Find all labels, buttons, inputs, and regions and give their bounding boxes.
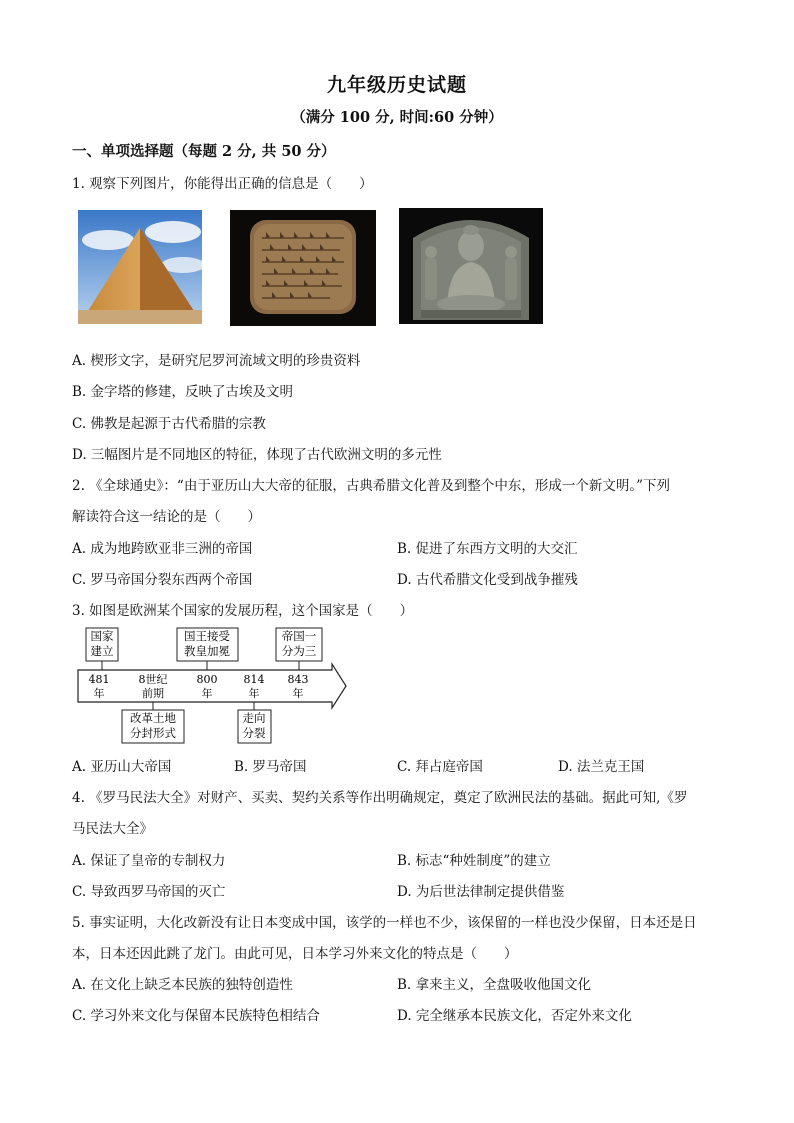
q3-option-a: A. 亚历山大帝国 bbox=[72, 759, 172, 775]
clay-tablet-image bbox=[230, 210, 376, 326]
q3-stem: 3. 如图是欧洲某个国家的发展历程，这个国家是（ ） bbox=[72, 603, 414, 619]
q4-option-a: A. 保证了皇帝的专制权力 bbox=[72, 853, 226, 869]
q4-option-b: B. 标志“种姓制度”的建立 bbox=[397, 853, 551, 869]
timeline-top-1-line2: 建立 bbox=[90, 644, 114, 658]
timeline-bottom-1-line2: 分封形式 bbox=[130, 726, 176, 740]
timeline-year-4: 814 bbox=[243, 673, 265, 686]
q2-option-d: D. 古代希腊文化受到战争摧残 bbox=[397, 572, 578, 588]
q1-option-d: D. 三幅图片是不同地区的特征，体现了古代欧洲文明的多元性 bbox=[72, 447, 442, 463]
timeline-year-1: 481 bbox=[88, 673, 110, 686]
timeline-top-1-line1: 国家 bbox=[90, 629, 114, 643]
q4-option-c: C. 导致西罗马帝国的灭亡 bbox=[72, 884, 226, 900]
timeline-year-5-unit: 年 bbox=[292, 687, 304, 700]
timeline-year-1-unit: 年 bbox=[93, 687, 105, 700]
timeline-arrow bbox=[78, 664, 346, 708]
timeline-year-5: 843 bbox=[287, 673, 309, 686]
q5-stem-line1: 5. 事实证明，大化改新没有让日本变成中国，该学的一样也不少，该保留的一样也没少保留，日本还是日 bbox=[72, 915, 697, 931]
page-subtitle: （满分 100 分, 时间:60 分钟） bbox=[291, 109, 503, 126]
q5-option-d: D. 完全继承本民族文化，否定外来文化 bbox=[397, 1008, 632, 1024]
q2-stem-line2: 解读符合这一结论的是（ ） bbox=[72, 509, 261, 525]
timeline-top-2-line2: 教皇加冕 bbox=[184, 644, 230, 658]
q1-option-b: B. 金字塔的修建，反映了古埃及文明 bbox=[72, 384, 294, 400]
q2-option-c: C. 罗马帝国分裂东西两个帝国 bbox=[72, 572, 253, 588]
q3-option-d: D. 法兰克王国 bbox=[558, 759, 645, 775]
timeline-year-2: 8世纪 bbox=[138, 673, 168, 686]
timeline-bottom-2-line2: 分裂 bbox=[242, 726, 266, 740]
timeline-year-2-unit: 前期 bbox=[142, 687, 164, 700]
q2-option-b: B. 促进了东西方文明的大交汇 bbox=[397, 541, 578, 557]
q4-stem-line1: 4. 《罗马民法大全》对财产、买卖、契约关系等作出明确规定，奠定了欧洲民法的基础。据此可知,《罗 bbox=[72, 790, 688, 806]
page-title: 九年级历史试题 bbox=[326, 74, 467, 96]
q1-option-c: C. 佛教是起源于古代希腊的宗教 bbox=[72, 416, 266, 432]
buddha-relief-image bbox=[399, 208, 543, 324]
timeline-diagram bbox=[76, 626, 352, 746]
timeline-top-2-line1: 国王接受 bbox=[184, 629, 230, 643]
q4-option-d: D. 为后世法律制定提供借鉴 bbox=[397, 884, 565, 900]
q5-option-b: B. 拿来主义，全盘吸收他国文化 bbox=[397, 977, 592, 993]
section-heading: 一、单项选择题（每题 2 分, 共 50 分） bbox=[72, 143, 336, 160]
timeline-bottom-2-line1: 走向 bbox=[242, 711, 266, 725]
q5-option-c: C. 学习外来文化与保留本民族特色相结合 bbox=[72, 1008, 320, 1024]
q4-stem-line2: 马民法大全》 bbox=[72, 821, 153, 837]
timeline-year-3: 800 bbox=[196, 673, 218, 686]
q2-stem-line1: 2. 《全球通史》：“由于亚历山大大帝的征服，古典希腊文化普及到整个中东，形成一个新文明。”下列 bbox=[72, 478, 670, 494]
q5-option-a: A. 在文化上缺乏本民族的独特创造性 bbox=[72, 977, 293, 993]
timeline-year-3-unit: 年 bbox=[201, 687, 213, 700]
q5-stem-line2: 本，日本还因此跳了龙门。由此可见，日本学习外来文化的特点是（ ） bbox=[72, 946, 518, 962]
q1-stem: 1. 观察下列图片，你能得出正确的信息是（ ） bbox=[72, 176, 373, 192]
timeline-top-3-line1: 帝国一 bbox=[281, 629, 317, 643]
pyramid-image bbox=[78, 210, 202, 324]
q2-option-a: A. 成为地跨欧亚非三洲的帝国 bbox=[72, 541, 253, 557]
q1-option-a: A. 楔形文字，是研究尼罗河流域文明的珍贵资料 bbox=[72, 353, 361, 369]
q3-option-b: B. 罗马帝国 bbox=[234, 759, 307, 775]
q3-option-c: C. 拜占庭帝国 bbox=[397, 759, 483, 775]
timeline-bottom-1-line1: 改革土地 bbox=[130, 711, 176, 725]
timeline-top-3-line2: 分为三 bbox=[281, 644, 317, 658]
timeline-year-4-unit: 年 bbox=[248, 687, 260, 700]
